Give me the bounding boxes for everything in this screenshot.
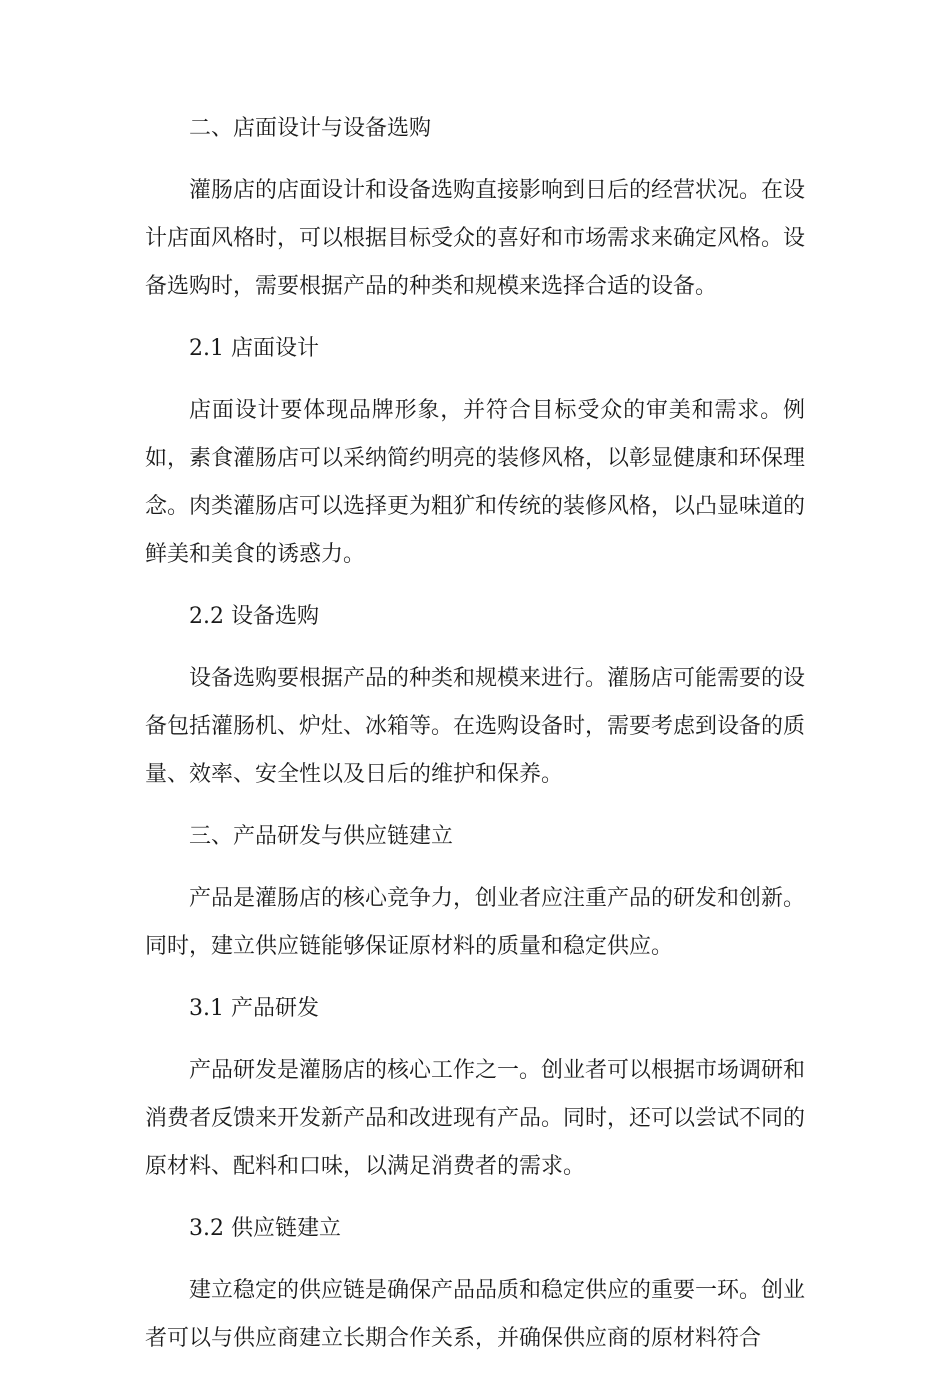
section-heading: 三、产品研发与供应链建立 <box>189 824 454 849</box>
paragraph: 灌肠店的店面设计和设备选购直接影响到日后的经营状况。在设计店面风格时，可以根据目标受众的喜好和市场需求来确定风格。设备选购时，需要根据产品的种类和规模来选择合适的设备。 <box>145 178 806 299</box>
paragraph: 产品是灌肠店的核心竞争力，创业者应注重产品的研发和创新。同时，建立供应链能够保证原材料的质量和稳定供应。 <box>145 886 806 959</box>
subsection-heading: 3.1 产品研发 <box>189 996 319 1021</box>
paragraph: 设备选购要根据产品的种类和规模来进行。灌肠店可能需要的设备包括灌肠机、炉灶、冰箱等。在选购设备时，需要考虑到设备的质量、效率、安全性以及日后的维护和保养。 <box>145 666 806 787</box>
document-body <box>145 105 805 1377</box>
paragraph: 店面设计要体现品牌形象，并符合目标受众的审美和需求。例如，素食灌肠店可以采纳简约明亮的装修风格，以彰显健康和环保理念。肉类灌肠店可以选择更为粗犷和传统的装修风格，以凸显味道的鲜美和美食的诱惑力。 <box>145 398 806 567</box>
paragraph: 建立稳定的供应链是确保产品品质和稳定供应的重要一环。创业者可以与供应商建立长期合作关系，并确保供应商的原材料符合 <box>145 1278 806 1351</box>
subsection-heading: 2.1 店面设计 <box>189 336 319 361</box>
subsection-heading: 3.2 供应链建立 <box>189 1216 341 1241</box>
paragraph: 产品研发是灌肠店的核心工作之一。创业者可以根据市场调研和消费者反馈来开发新产品和改进现有产品。同时，还可以尝试不同的原材料、配料和口味，以满足消费者的需求。 <box>145 1058 806 1179</box>
subsection-heading: 2.2 设备选购 <box>189 604 319 629</box>
section-heading: 二、店面设计与设备选购 <box>189 116 432 141</box>
